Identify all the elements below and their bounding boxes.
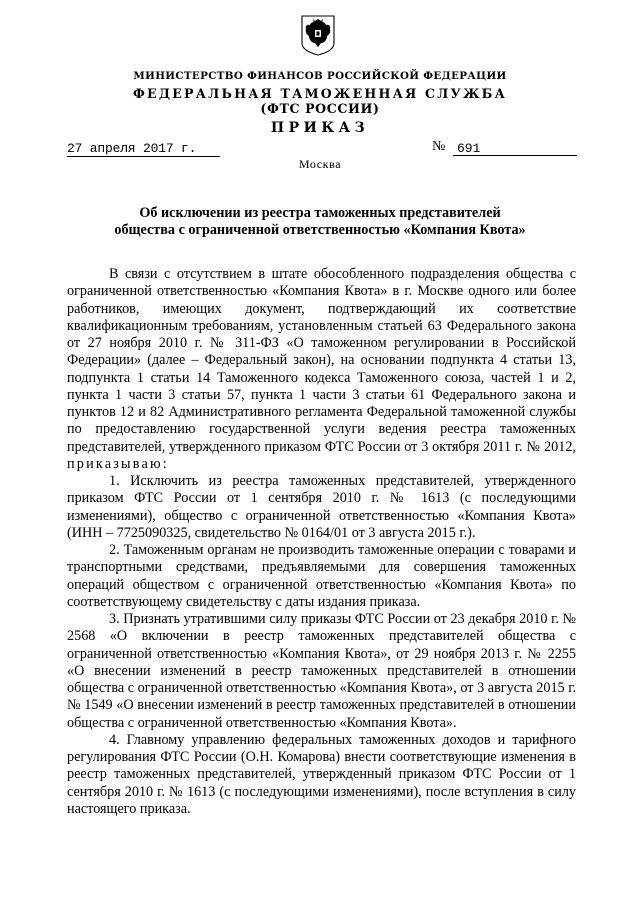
clause-1: 1. Исключить из реестра таможенных представителей, утвержденного приказом ФТС России от 1 сентября 2010 г. № 1613 (с последующими изменениями), общество с ограниченной ответственностью «Компания Квота» (ИНН – 7725090325, свидетельство № 0164/01 от 3 августа 2015 г.). xyxy=(67,473,576,541)
title-line-1: Об исключении из реестра таможенных представителей xyxy=(139,205,501,221)
ministry-name: МИНИСТЕРСТВО ФИНАНСОВ РОССИЙСКОЙ ФЕДЕРАЦИИ xyxy=(133,70,507,82)
coat-of-arms-icon xyxy=(299,13,337,57)
clause-3: 3. Признать утратившими силу приказы ФТС России от 23 декабря 2010 г. № 2568 «О включении в реестр таможенных представителей общества с ограниченной ответственностью «Компания Квота», от 29 ноября 2013 г. № 2255 «О внесении изменений в реестр таможенных представителей в отношении общества с ограниченной ответственностью «Компания Квота», от 3 августа 2015 г. № 1549 «О внесении изменений в реестр таможенных представителей в отношении общества с ограниченной ответственностью «Компания Квота». xyxy=(67,611,576,731)
document-title xyxy=(0,205,640,239)
document-body xyxy=(67,266,576,818)
preamble-text: В связи с отсутствием в штате обособленного подразделения общества с ограниченной ответственностью «Компания Квота» в г. Москве одного или более работников, имеющих документ, подтверждающий их соответствие квалификационным требованиям, установленным статьей 63 Федерального закона от 27 ноября 2010 г. № 311-ФЗ «О таможенном регулировании в Российской Федерации» (далее – Федеральный закон), на основании подпункта 4 статьи 13, подпункта 1 статьи 14 Таможенного кодекса Таможенного союза, частей 1 и 2, пункта 1 части 3 статьи 57, пункта 1 части 3 статьи 61 Федерального закона и пунктов 12 и 82 Административного регламента Федеральной таможенной службы по предоставлению государственной услуги ведения реестра таможенных представителей, утвержденного приказом ФТС России от 3 октября 2011 г. № 2012, xyxy=(67,266,576,455)
city: Москва xyxy=(298,157,342,171)
order-number: 691 xyxy=(453,141,577,156)
order-date: 27 апреля 2017 г. xyxy=(67,141,220,157)
clause-2: 2. Таможенным органам не производить таможенные операции с товарами и транспортными средствами, предъявляемыми для совершения таможенных операций обществом с ограниченной ответственностью «Компания Квота» по соответствующему свидетельству с даты издания приказа. xyxy=(67,542,576,610)
title-line-2: общества с ограниченной ответственностью «Компания Квота» xyxy=(114,222,526,238)
service-name: ФЕДЕРАЛЬНАЯ ТАМОЖЕННАЯ СЛУЖБА xyxy=(132,86,508,101)
document-type: ПРИКАЗ xyxy=(270,120,370,136)
clause-4: 4. Главному управлению федеральных таможенных доходов и тарифного регулирования ФТС России (О.Н. Комарова) внести соответствующие изменения в реестр таможенных представителей, утвержденный приказом ФТС России от 1 сентября 2010 г. № 1613 (с последующими изменениями), после вступления в силу настоящего приказа. xyxy=(67,731,576,817)
service-abbreviation: (ФТС РОССИИ) xyxy=(260,101,380,116)
preamble-paragraph xyxy=(67,266,576,473)
directive-word: приказываю: xyxy=(67,455,169,472)
order-number-label: № xyxy=(432,139,446,154)
